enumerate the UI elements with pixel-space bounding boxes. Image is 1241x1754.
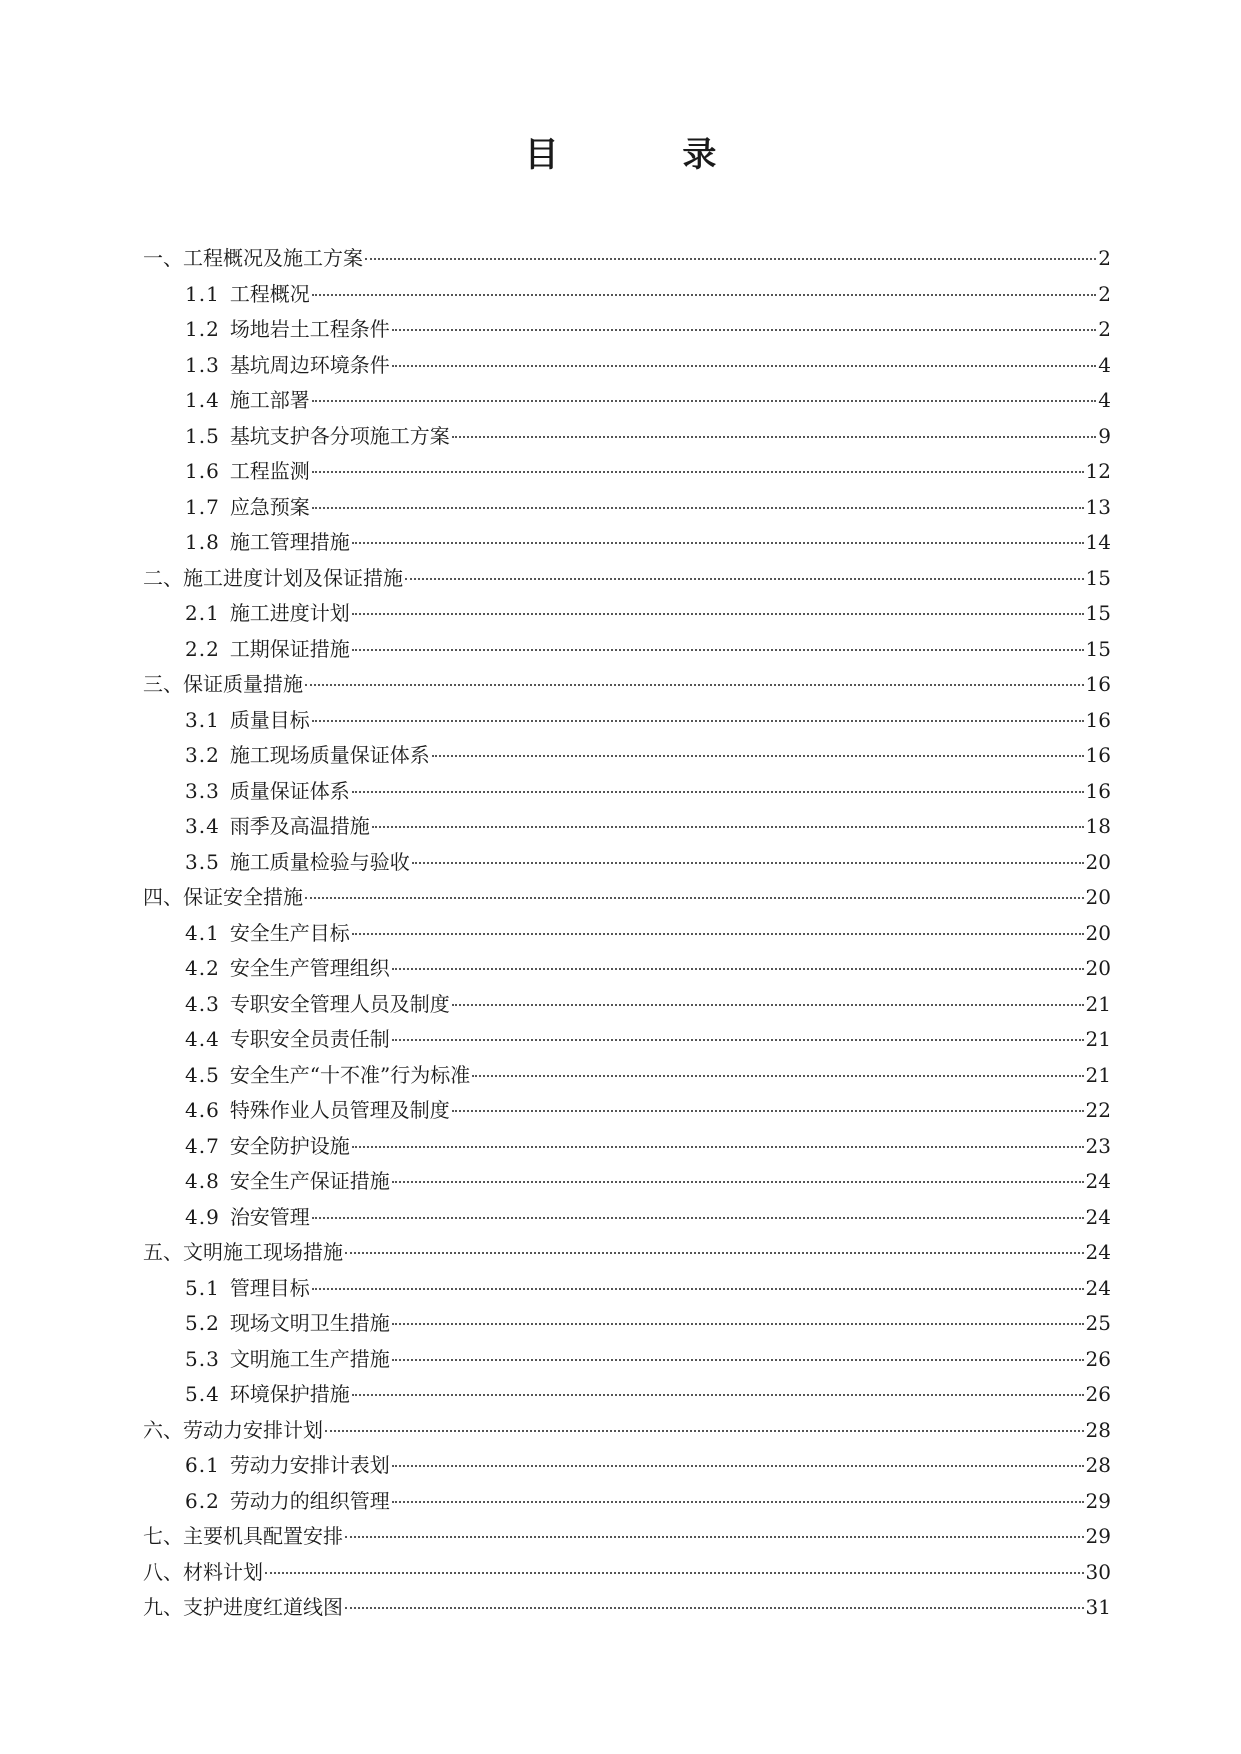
toc-section-entry[interactable] [143, 987, 1111, 1023]
toc-section-entry[interactable] [143, 1271, 1111, 1307]
dot-leader [432, 755, 1084, 757]
toc-entry-page-number: 25 [1085, 1311, 1111, 1335]
toc-entry-page-number: 22 [1085, 1098, 1111, 1122]
toc-entry-title: 安全生产保证措施 [229, 1169, 390, 1193]
toc-entry-page-number: 26 [1085, 1346, 1111, 1371]
toc-entry-number: 4.1 [185, 920, 220, 945]
dot-leader [345, 1607, 1084, 1609]
toc-entry-number: 6.1 [185, 1453, 220, 1477]
dot-leader [392, 1465, 1084, 1467]
toc-entry-number: 5.4 [185, 1382, 220, 1406]
toc-entry-title: 基坑支护各分项施工方案 [229, 423, 450, 448]
toc-entry-page-number: 16 [1085, 707, 1111, 732]
toc-entry-title: 施工管理措施 [229, 530, 350, 554]
toc-entry-title: 施工进度计划及保证措施 [183, 565, 403, 590]
dot-leader [265, 1572, 1084, 1574]
toc-section-entry[interactable] [143, 1022, 1111, 1058]
toc-section-entry[interactable] [143, 1448, 1111, 1484]
dot-leader [352, 613, 1084, 615]
toc-entry-title: 安全防护设施 [229, 1133, 350, 1158]
dot-leader [392, 1323, 1084, 1325]
toc-chapter-entry[interactable] [143, 667, 1111, 703]
toc-entry-page-number: 15 [1085, 565, 1111, 590]
toc-section-entry[interactable] [143, 1484, 1111, 1520]
toc-chapter-entry[interactable] [143, 1413, 1111, 1449]
toc-entry-number: 4.8 [185, 1169, 220, 1193]
toc-section-entry[interactable] [143, 490, 1111, 526]
toc-section-entry[interactable] [143, 1200, 1111, 1236]
dot-leader [452, 1110, 1084, 1112]
toc-entry-number: 4.4 [185, 1027, 220, 1051]
toc-entry-page-number: 21 [1085, 991, 1111, 1016]
toc-entry-number: 2.2 [185, 636, 220, 661]
dot-leader [352, 933, 1084, 935]
toc-section-entry[interactable] [143, 1058, 1111, 1094]
toc-section-entry[interactable] [143, 1342, 1111, 1378]
toc-entry-number: 4.6 [185, 1098, 220, 1122]
toc-entry-page-number: 20 [1085, 849, 1111, 874]
toc-entry-title: 专职安全管理人员及制度 [229, 991, 450, 1016]
toc-entry-page-number: 4 [1098, 388, 1111, 412]
toc-section-entry[interactable] [143, 419, 1111, 455]
toc-entry-page-number: 26 [1085, 1382, 1111, 1406]
toc-entry-title: 安全生产“十不准”行为标准 [229, 1062, 471, 1087]
toc-entry-title: 雨季及高温措施 [229, 814, 370, 838]
toc-entry-title: 主要机具配置安排 [183, 1524, 343, 1548]
toc-entry-title: 场地岩土工程条件 [229, 317, 390, 341]
toc-entry-number: 九、 [143, 1595, 183, 1619]
dot-leader [365, 258, 1096, 260]
dot-leader [352, 1394, 1084, 1396]
toc-section-entry[interactable] [143, 383, 1111, 419]
toc-entry-number: 2.1 [185, 601, 220, 625]
toc-entry-number: 一、 [143, 246, 183, 270]
toc-section-entry[interactable] [143, 738, 1111, 774]
toc-entry-title: 治安管理 [229, 1204, 310, 1229]
toc-entry-number: 五、 [143, 1240, 183, 1264]
toc-entry-page-number: 16 [1085, 743, 1111, 767]
toc-chapter-entry[interactable] [143, 880, 1111, 916]
toc-entry-title: 支护进度红道线图 [183, 1595, 343, 1619]
toc-entry-page-number: 29 [1085, 1488, 1111, 1513]
toc-entry-number: 1.5 [185, 423, 220, 448]
toc-entry-title: 施工现场质量保证体系 [229, 743, 430, 767]
dot-leader [312, 507, 1084, 509]
toc-entry-number: 1.6 [185, 459, 220, 483]
toc-entry-title: 应急预案 [229, 494, 310, 519]
toc-entry-number: 3.3 [185, 778, 220, 803]
toc-entry-page-number: 28 [1085, 1417, 1111, 1442]
toc-chapter-entry[interactable] [143, 561, 1111, 597]
toc-entry-title: 专职安全员责任制 [229, 1027, 390, 1051]
toc-entry-page-number: 16 [1085, 672, 1111, 696]
toc-section-entry[interactable] [143, 845, 1111, 881]
toc-entry-title: 施工进度计划 [229, 601, 350, 625]
toc-entry-number: 3.4 [185, 814, 220, 838]
dot-leader [412, 862, 1084, 864]
toc-entry-page-number: 24 [1085, 1275, 1111, 1300]
toc-entry-page-number: 24 [1085, 1204, 1111, 1229]
toc-chapter-entry[interactable] [143, 1590, 1111, 1626]
toc-entry-number: 四、 [143, 885, 183, 909]
toc-entry-number: 3.2 [185, 743, 220, 767]
toc-entry-title: 施工部署 [229, 388, 310, 412]
toc-entry-page-number: 29 [1085, 1524, 1111, 1548]
toc-section-entry[interactable] [143, 809, 1111, 845]
toc-entry-number: 1.7 [185, 494, 220, 519]
toc-section-entry[interactable] [143, 1306, 1111, 1342]
toc-entry-title: 工程概况及施工方案 [183, 246, 363, 270]
dot-leader [352, 1146, 1084, 1148]
toc-entry-page-number: 20 [1085, 885, 1111, 909]
toc-entry-page-number: 24 [1085, 1169, 1111, 1193]
toc-section-entry[interactable] [143, 774, 1111, 810]
toc-entry-number: 3.5 [185, 849, 220, 874]
dot-leader [452, 1004, 1084, 1006]
dot-leader [392, 1039, 1084, 1041]
toc-entry-title: 安全生产目标 [229, 920, 350, 945]
dot-leader [392, 365, 1096, 367]
dot-leader [405, 578, 1084, 580]
toc-entry-page-number: 24 [1085, 1240, 1111, 1264]
toc-section-entry[interactable] [143, 454, 1111, 490]
toc-entry-page-number: 9 [1098, 423, 1111, 448]
dot-leader [345, 1252, 1084, 1254]
toc-section-entry[interactable] [143, 277, 1111, 313]
toc-entry-page-number: 2 [1098, 317, 1111, 341]
toc-entry-number: 三、 [143, 672, 183, 696]
toc-entry-title: 文明施工现场措施 [183, 1240, 343, 1264]
toc-entry-page-number: 30 [1085, 1559, 1111, 1584]
dot-leader [392, 1359, 1084, 1361]
toc-entry-page-number: 18 [1085, 814, 1111, 838]
toc-entry-title: 质量保证体系 [229, 778, 350, 803]
toc-entry-number: 3.1 [185, 707, 220, 732]
dot-leader [325, 1430, 1084, 1432]
toc-entry-title: 施工质量检验与验收 [229, 849, 410, 874]
toc-entry-number: 4.9 [185, 1204, 220, 1229]
toc-entry-number: 4.2 [185, 956, 220, 980]
toc-entry-page-number: 2 [1098, 281, 1111, 306]
dot-leader [345, 1536, 1084, 1538]
toc-entry-number: 八、 [143, 1559, 183, 1584]
toc-entry-page-number: 13 [1085, 494, 1111, 519]
toc-entry-page-number: 14 [1085, 530, 1111, 554]
toc-section-entry[interactable] [143, 1377, 1111, 1413]
toc-entry-page-number: 16 [1085, 778, 1111, 803]
toc-entry-number: 5.3 [185, 1346, 220, 1371]
toc-entry-page-number: 21 [1085, 1062, 1111, 1087]
toc-entry-page-number: 2 [1098, 246, 1111, 270]
toc-entry-title: 保证质量措施 [183, 672, 303, 696]
toc-entry-number: 4.7 [185, 1133, 220, 1158]
toc-entry-title: 基坑周边环境条件 [229, 352, 390, 377]
dot-leader [312, 400, 1096, 402]
toc-section-entry[interactable] [143, 703, 1111, 739]
toc-entry-number: 5.1 [185, 1275, 220, 1300]
toc-entry-title: 安全生产管理组织 [229, 956, 390, 980]
toc-entry-number: 二、 [143, 565, 183, 590]
dot-leader [452, 436, 1096, 438]
toc-entry-number: 1.1 [185, 281, 220, 306]
dot-leader [392, 329, 1096, 331]
toc-entry-title: 管理目标 [229, 1275, 310, 1300]
toc-entry-title: 劳动力的组织管理 [229, 1488, 390, 1513]
dot-leader [312, 471, 1084, 473]
toc-entry-page-number: 15 [1085, 636, 1111, 661]
toc-entry-title: 保证安全措施 [183, 885, 303, 909]
dot-leader [352, 542, 1084, 544]
toc-chapter-entry[interactable] [143, 1555, 1111, 1591]
toc-entry-number: 1.4 [185, 388, 220, 412]
dot-leader [352, 791, 1084, 793]
toc-entry-title: 劳动力安排计划 [183, 1417, 323, 1442]
toc-entry-title: 特殊作业人员管理及制度 [229, 1098, 450, 1122]
toc-entry-number: 1.8 [185, 530, 220, 554]
toc-section-entry[interactable] [143, 1164, 1111, 1200]
toc-section-entry[interactable] [143, 1093, 1111, 1129]
toc-chapter-entry[interactable] [143, 1235, 1111, 1271]
toc-entry-number: 六、 [143, 1417, 183, 1442]
toc-entry-number: 4.3 [185, 991, 220, 1016]
toc-entry-page-number: 23 [1085, 1133, 1111, 1158]
toc-entry-number: 5.2 [185, 1311, 220, 1335]
toc-section-entry[interactable] [143, 916, 1111, 952]
toc-entry-title: 环境保护措施 [229, 1382, 350, 1406]
toc-entry-number: 七、 [143, 1524, 183, 1548]
toc-section-entry[interactable] [143, 525, 1111, 561]
dot-leader [312, 1288, 1084, 1290]
toc-section-entry[interactable] [143, 1129, 1111, 1165]
toc-entry-page-number: 12 [1085, 459, 1111, 483]
table-of-contents [143, 241, 1111, 1626]
toc-section-entry[interactable] [143, 632, 1111, 668]
toc-entry-title: 工期保证措施 [229, 636, 350, 661]
dot-leader [352, 649, 1084, 651]
toc-entry-page-number: 15 [1085, 601, 1111, 625]
dot-leader [372, 826, 1084, 828]
toc-entry-title: 文明施工生产措施 [229, 1346, 390, 1371]
toc-section-entry[interactable] [143, 312, 1111, 348]
toc-section-entry[interactable] [143, 951, 1111, 987]
toc-entry-page-number: 4 [1098, 352, 1111, 377]
toc-entry-title: 现场文明卫生措施 [229, 1311, 390, 1335]
dot-leader [472, 1075, 1083, 1077]
toc-chapter-entry[interactable] [143, 1519, 1111, 1555]
toc-entry-page-number: 28 [1085, 1453, 1111, 1477]
page-title: 目 录 [524, 135, 773, 175]
toc-entry-title: 材料计划 [183, 1559, 263, 1584]
dot-leader [305, 897, 1084, 899]
toc-section-entry[interactable] [143, 348, 1111, 384]
toc-entry-number: 6.2 [185, 1488, 220, 1513]
toc-entry-page-number: 21 [1085, 1027, 1111, 1051]
toc-chapter-entry[interactable] [143, 241, 1111, 277]
toc-entry-number: 1.3 [185, 352, 220, 377]
toc-entry-title: 劳动力安排计表划 [229, 1453, 390, 1477]
toc-entry-title: 工程概况 [229, 281, 310, 306]
toc-entry-number: 1.2 [185, 317, 220, 341]
dot-leader [312, 1217, 1084, 1219]
dot-leader [312, 294, 1096, 296]
toc-entry-title: 质量目标 [229, 707, 310, 732]
toc-entry-number: 4.5 [185, 1062, 220, 1087]
toc-entry-page-number: 20 [1085, 920, 1111, 945]
toc-entry-page-number: 31 [1085, 1595, 1111, 1619]
toc-section-entry[interactable] [143, 596, 1111, 632]
dot-leader [305, 684, 1084, 686]
dot-leader [392, 1181, 1084, 1183]
dot-leader [392, 1501, 1084, 1503]
dot-leader [392, 968, 1084, 970]
toc-entry-page-number: 20 [1085, 956, 1111, 980]
dot-leader [312, 720, 1084, 722]
toc-entry-title: 工程监测 [229, 459, 310, 483]
